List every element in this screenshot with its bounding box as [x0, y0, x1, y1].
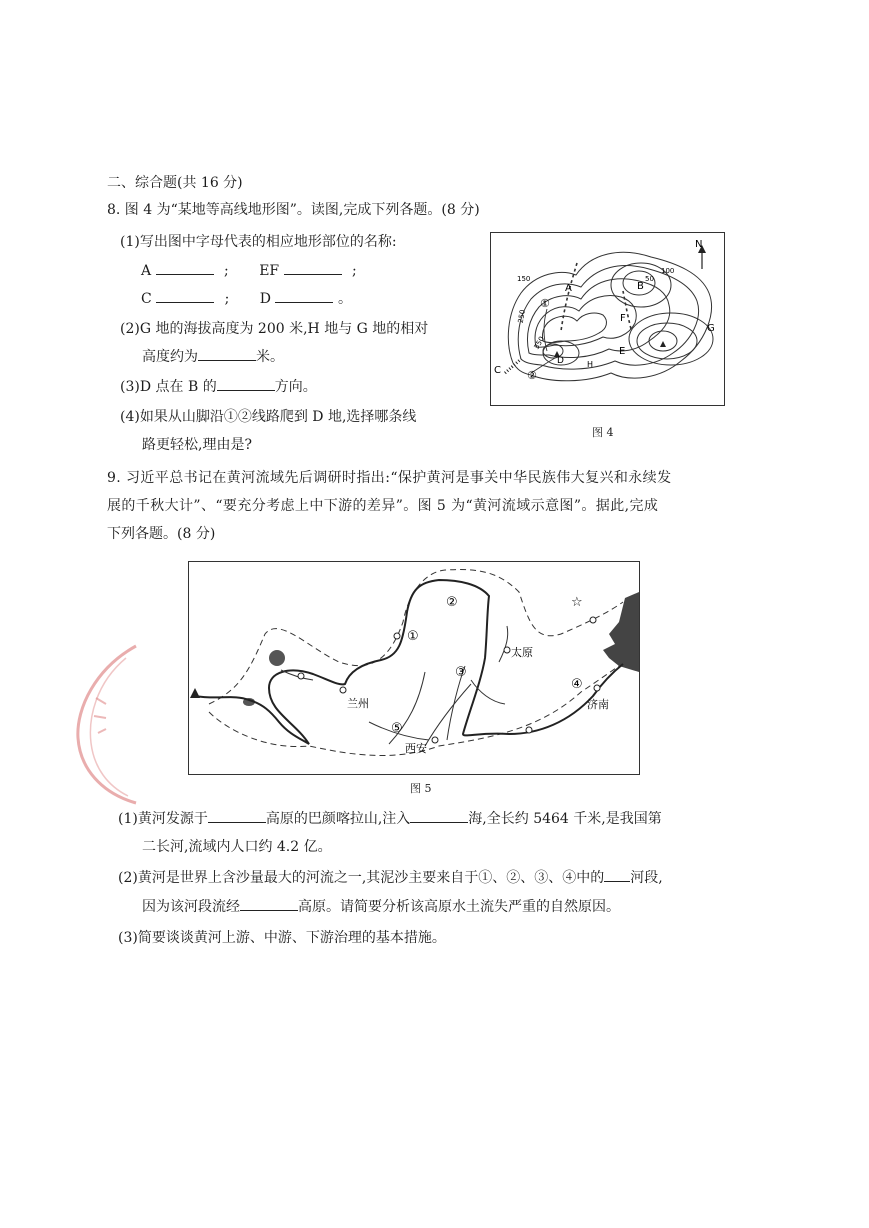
city-lanzhou-icon	[340, 687, 346, 693]
contour-100: 100	[661, 267, 675, 275]
q9-part1-text-c: 海,全长约 5464 千米,是我国第	[468, 811, 662, 827]
city-taiyuan-icon	[504, 647, 510, 653]
section-1-label: ①	[407, 629, 419, 644]
q9-part2-line1	[118, 867, 663, 887]
answer-blank-ef[interactable]	[284, 260, 342, 275]
star-icon: ☆	[571, 595, 583, 610]
figure-5-caption: 图 5	[410, 782, 432, 795]
contour-50: 50	[645, 275, 654, 283]
q9-part3: (3)简要谈谈黄河上游、中游、下游治理的基本措施。	[118, 930, 446, 946]
answer-blank-section[interactable]	[604, 867, 630, 882]
q9-part1-text-b: 高原的巴颜喀拉山,注入	[265, 811, 411, 827]
semicolon: ;	[224, 263, 229, 279]
summit-g-icon	[660, 341, 666, 347]
section-title: 二、综合题(共 16 分)	[107, 175, 243, 191]
city-zhengzhou-icon	[526, 727, 532, 733]
answer-blank-plateau-2[interactable]	[240, 896, 298, 911]
label-d-map: D	[557, 356, 564, 366]
label-taiyuan: 太原	[511, 646, 533, 659]
label-b-map: B	[637, 281, 644, 292]
contour-map	[491, 233, 724, 405]
label-a: A	[141, 263, 152, 279]
north-label: N	[695, 239, 703, 250]
semicolon: ;	[224, 291, 230, 307]
answer-blank-c[interactable]	[156, 288, 214, 303]
q8-part4-line2: 路更轻松,理由是?	[142, 437, 252, 453]
label-e-map: E	[619, 346, 626, 357]
route-1-label: ①	[540, 297, 550, 310]
label-f-map: F	[620, 313, 626, 324]
contour-map-figure	[490, 232, 725, 406]
label-h-map: H	[587, 360, 594, 369]
q9-part2-text-c: 因为该河段流经	[142, 899, 240, 915]
label-c-map: C	[494, 365, 501, 376]
answer-blank-direction[interactable]	[217, 376, 275, 391]
q8-part2-line1: (2)G 地的海拔高度为 200 米,H 地与 G 地的相对	[120, 321, 429, 337]
source-triangle-icon	[190, 688, 200, 698]
answer-blank-a[interactable]	[156, 260, 214, 275]
q9-part2-text-a: (2)黄河是世界上含沙量最大的河流之一,其泥沙主要来自于①、②、③、④中的	[118, 870, 605, 886]
city-beijing-icon	[590, 617, 596, 623]
answer-blank-sea[interactable]	[410, 808, 468, 823]
section-5-label: ⑤	[391, 721, 403, 736]
q9-part2-text-b: 河段,	[630, 870, 663, 886]
q8-part3	[120, 376, 317, 396]
semicolon: ;	[352, 263, 357, 279]
q9-part1-line1	[118, 808, 662, 828]
yellow-river-map	[189, 562, 639, 774]
route-2-label: ②	[527, 369, 537, 382]
label-lanzhou: 兰州	[347, 697, 369, 710]
answer-blank-d[interactable]	[275, 288, 333, 303]
yellow-river-map-figure	[188, 561, 640, 775]
q9-part1-line2: 二长河,流域内人口约 4.2 亿。	[142, 839, 332, 855]
contour-250: 250	[516, 309, 527, 324]
q8-part2-text: 高度约为	[142, 349, 198, 365]
q8-part3-text: (3)D 点在 B 的	[120, 379, 217, 395]
q9-stem-line2: 展的千秋大计”、“要充分考虑上中下游的差异”。图 5 为“黄河流域示意图”。据此,完成	[107, 498, 659, 514]
label-a-map: A	[565, 283, 572, 294]
city-jinan-icon	[594, 685, 600, 691]
label-d: D	[259, 291, 272, 307]
answer-blank-plateau[interactable]	[208, 808, 266, 823]
q8-part4-line1: (4)如果从山脚沿①②线路爬到 D 地,选择哪条线	[120, 409, 417, 425]
q8-part1: (1)写出图中字母代表的相应地形部位的名称:	[120, 234, 397, 250]
q9-part2-line2	[142, 896, 620, 916]
label-xian: 西安	[405, 742, 427, 755]
q9-part1-text-a: (1)黄河发源于	[118, 811, 208, 827]
label-jinan: 济南	[587, 698, 609, 711]
city-xining-icon	[298, 673, 304, 679]
label-c: C	[141, 291, 152, 307]
city-xian-icon	[432, 737, 438, 743]
contour-350: 350	[532, 335, 547, 351]
contour-150: 150	[517, 275, 531, 283]
q8-part3-end: 方向。	[274, 379, 317, 395]
label-g-map: G	[707, 323, 715, 334]
section-3-label: ③	[455, 665, 467, 680]
q8-part2-line2	[142, 346, 284, 366]
q9-stem-line3: 下列各题。(8 分)	[107, 526, 216, 542]
q9-part2-text-d: 高原。请简要分析该高原水土流失严重的自然原因。	[298, 899, 620, 915]
q8-blank-row-1	[141, 260, 357, 279]
section-2-label: ②	[446, 595, 458, 610]
q8-blank-row-2	[141, 288, 352, 308]
label-ef: EF	[259, 263, 280, 279]
q9-stem-line1: 9. 习近平总书记在黄河流域先后调研时指出:“保护黄河是事关中华民族伟大复兴和永续发	[107, 470, 672, 486]
q8-part2-unit: 米。	[256, 349, 284, 365]
figure-4-caption: 图 4	[592, 426, 614, 439]
answer-blank-height[interactable]	[198, 346, 256, 361]
q8-stem: 8. 图 4 为“某地等高线地形图”。读图,完成下列各题。(8 分)	[107, 202, 480, 218]
red-stamp	[66, 638, 146, 808]
yellow-river-main	[195, 580, 623, 744]
city-yinchuan-icon	[394, 633, 400, 639]
period: 。	[337, 291, 352, 307]
lake-1	[269, 650, 285, 666]
section-4-label: ④	[571, 677, 583, 692]
